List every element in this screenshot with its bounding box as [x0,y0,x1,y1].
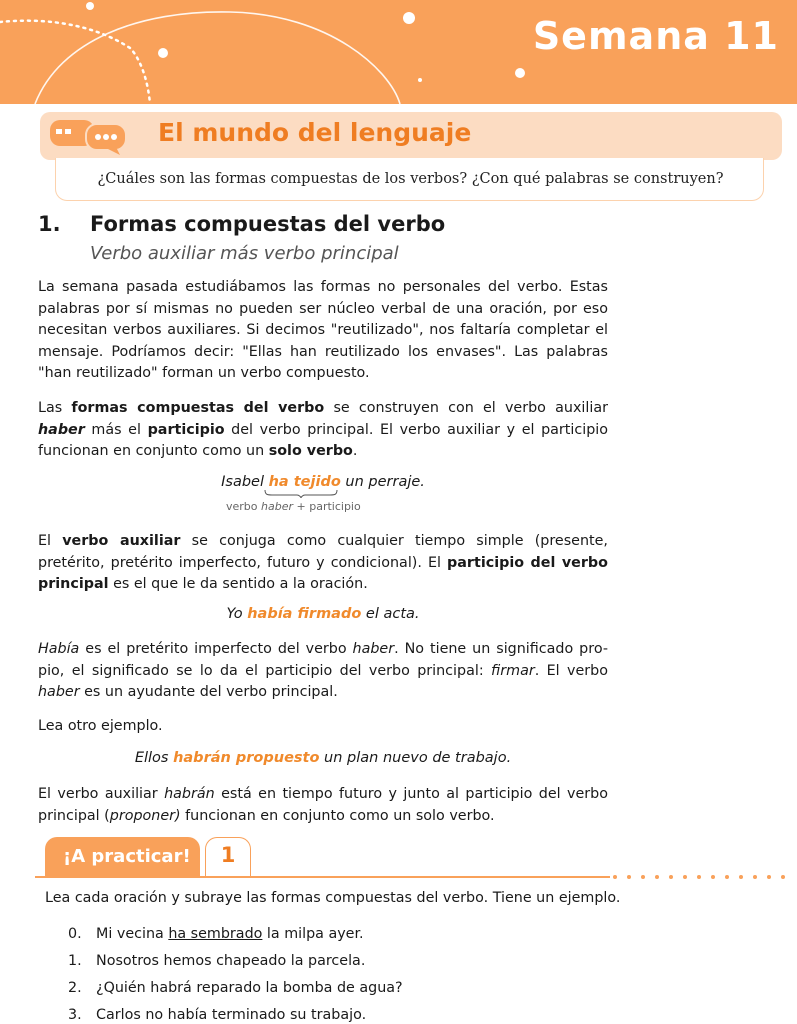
compound-verb: ha tejido [268,474,341,490]
practice-number: 1 [220,843,236,867]
example-sentence-2: Yo había firmado el acta. [226,606,420,622]
heading-title: Formas compuestas del verbo [90,212,446,236]
example-sentence-3: Ellos habrán propuesto un plan nuevo de trabajo. [134,750,512,766]
guiding-question-box [55,158,764,201]
compound-verb: habrán propuesto [173,750,320,766]
list-item: 2. ¿Quién habrá reparado la bomba de agua? [68,980,403,996]
week-title: Semana 11 [532,14,779,58]
heading-subtitle: Verbo auxiliar más verbo principal [90,243,399,264]
example-note: verbo haber + participio [226,500,361,513]
paragraph-intro: La semana pasada estudiábamos las formas no personales del verbo. Estas palabras por sí mismas no pueden ser núcleo verbal de una oración, por eso necesitan verbos auxiliares. Si decimos "reutilizado", nos faltaría completar el mensaje. Podríamos decir: "Ellas han reutilizado los envases". Las palabras "han reutilizado" forman un verbo compuesto. [38,279,608,381]
list-item: 3. Carlos no había terminado su trabajo. [68,1007,367,1023]
paragraph-definition: Las formas compuestas del verbo se construyen con el verbo auxiliar haber más el participio del verbo principal. El verbo auxiliar y el participio funcionan en conjunto como un solo verbo. [38,400,608,459]
practice-instruction: Lea cada oración y subraye las formas compuestas del verbo. Tiene un ejemplo. [45,890,621,906]
guiding-question: ¿Cuáles son las formas compuestas de los verbos? ¿Con qué palabras se construyen? [97,171,724,187]
paragraph-haber: Había es el pretérito imperfecto del verbo haber. No tiene un significado pro-pio, el significado se lo da el participio del verbo principal: firmar. El verbo haber es un ayudante del verbo principal. [38,641,608,700]
heading-number: 1. [38,212,61,236]
underbrace-icon [264,489,338,499]
page-header [0,0,797,104]
list-item: 1. Nosotros hemos chapeado la parcela. [68,953,366,969]
paragraph-another-example: Lea otro ejemplo. [38,718,163,734]
example-sentence-1: Isabel ha tejido un perraje. [221,474,425,490]
divider [35,876,610,878]
list-item: 0. Mi vecina ha sembrado la milpa ayer. [68,926,364,942]
speech-bubbles-icon [48,116,130,156]
practice-tab [45,837,245,877]
paragraph-future: El verbo auxiliar habrán está en tiempo futuro y junto al participio del verbo principal (proponer) funcionan en conjunto como un solo verbo. [38,786,608,824]
practice-label: ¡A practicar! [63,846,191,867]
compound-verb: había firmado [247,606,362,622]
section-title: El mundo del lenguaje [158,118,472,147]
dotted-divider [612,874,792,880]
underlined-verb: ha sembrado [168,926,263,942]
paragraph-auxiliary: El verbo auxiliar se conjuga como cualquier tiempo simple (presente, pretérito, pretérito imperfecto, futuro y condicional). El participio del verbo principal es el que le da sentido a la oración. [38,533,608,592]
